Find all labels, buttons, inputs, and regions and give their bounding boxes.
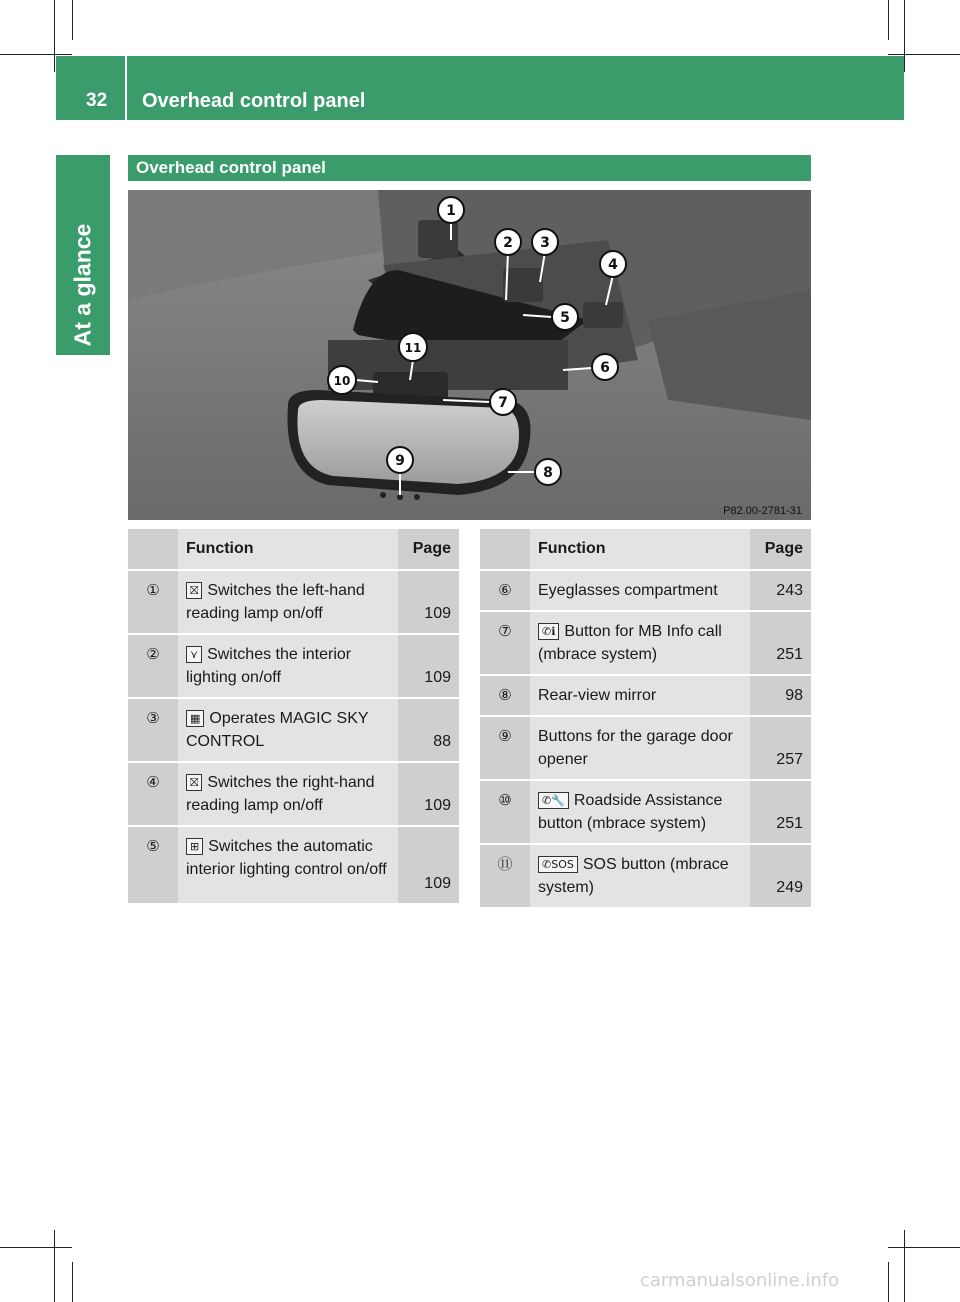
page-ref: 109 [398,762,459,826]
svg-text:10: 10 [333,374,351,388]
page-ref: 257 [750,716,811,780]
table-row [480,611,811,675]
svg-text:6: 6 [600,360,610,376]
row-text: Rear-view mirror [538,687,657,704]
column-header-function: Function [178,529,398,570]
page-ref: 109 [398,570,459,634]
row-number: ⑤ [146,837,160,855]
crop-mark [888,0,889,40]
row-number: ⑨ [498,727,512,745]
column-header-number [480,529,530,570]
row-number: ③ [146,709,160,727]
row-number: ② [146,645,160,663]
function-table-right [480,529,811,909]
svg-text:4: 4 [608,257,618,273]
row-text: Switches the right-hand reading lamp on/off [186,774,375,814]
page-ref: 109 [398,634,459,698]
row-text: Roadside Assistance button (mbrace system) [538,792,723,832]
page-ref: 251 [750,780,811,844]
crop-mark [0,1247,72,1248]
page-number: 32 [86,90,108,111]
crop-mark [888,1247,960,1248]
svg-text:3: 3 [540,235,550,251]
row-text: Switches the left-hand reading lamp on/off [186,582,365,622]
roadside-assistance-icon: ✆🔧 [538,792,569,809]
reading-lamp-icon: ⛝ [186,774,202,791]
row-text: Buttons for the garage door opener [538,728,733,768]
svg-text:7: 7 [498,395,508,411]
column-header-number [128,529,178,570]
crop-mark [72,0,73,40]
svg-text:1: 1 [446,203,456,219]
page-ref: 243 [750,570,811,611]
page-ref: 98 [750,675,811,716]
column-header-function: Function [530,529,750,570]
svg-text:5: 5 [560,310,570,326]
crop-mark [888,54,960,55]
crop-mark [904,0,905,72]
table-row [480,570,811,611]
photo-caption: P82.00-2781-31 [723,505,802,517]
column-header-page: Page [750,529,811,570]
svg-text:2: 2 [503,235,513,251]
page-header [56,56,904,120]
row-text: SOS button (mbrace system) [538,856,729,896]
table-row [128,826,459,904]
table-row [480,844,811,908]
row-number: ⑩ [498,791,512,809]
crop-mark [54,1230,55,1302]
table-row [480,716,811,780]
crop-mark [888,1262,889,1302]
crop-mark [72,1262,73,1302]
row-text: Operates MAGIC SKY CONTROL [186,710,369,750]
row-number: ⑪ [497,855,513,873]
page-ref: 88 [398,698,459,762]
row-text: Button for MB Info call (mbrace system) [538,623,722,663]
table-row [128,570,459,634]
chapter-tab-label: At a glance [69,223,96,347]
row-number: ④ [146,773,160,791]
sos-icon: ✆SOS [538,856,578,873]
row-number: ⑦ [498,622,512,640]
auto-lighting-icon: ⊞ [186,838,203,855]
page-title: Overhead control panel [142,90,366,112]
row-text: Eyeglasses compartment [538,582,718,599]
table-row [128,634,459,698]
row-number: ⑥ [498,581,512,599]
column-header-page: Page [398,529,459,570]
table-row [128,762,459,826]
crop-mark [54,0,55,72]
reading-lamp-icon: ⛝ [186,582,202,599]
header-divider [125,56,127,120]
row-number: ① [146,581,160,599]
crop-mark [0,54,72,55]
info-call-icon: ✆ℹ [538,623,559,640]
table-row [128,698,459,762]
page-ref: 251 [750,611,811,675]
section-heading [128,155,811,181]
crop-mark [904,1230,905,1302]
watermark: carmanualsonline.info [640,1270,840,1291]
svg-text:8: 8 [543,465,553,481]
overhead-panel-photo [128,190,811,520]
page-ref: 249 [750,844,811,908]
svg-text:11: 11 [404,341,422,355]
overhead-panel-illustration [128,190,811,520]
table-row [480,675,811,716]
function-table-left [128,529,459,905]
section-title: Overhead control panel [136,158,326,177]
row-text: Switches the interior lighting on/off [186,646,352,686]
page-ref: 109 [398,826,459,904]
row-number: ⑧ [498,686,512,704]
interior-light-icon: ⋎ [186,646,202,663]
svg-text:9: 9 [395,453,405,469]
row-text: Switches the automatic interior lighting control on/off [186,838,387,878]
magic-sky-icon: ▦ [186,710,204,727]
table-row [480,780,811,844]
chapter-tab [56,155,110,355]
